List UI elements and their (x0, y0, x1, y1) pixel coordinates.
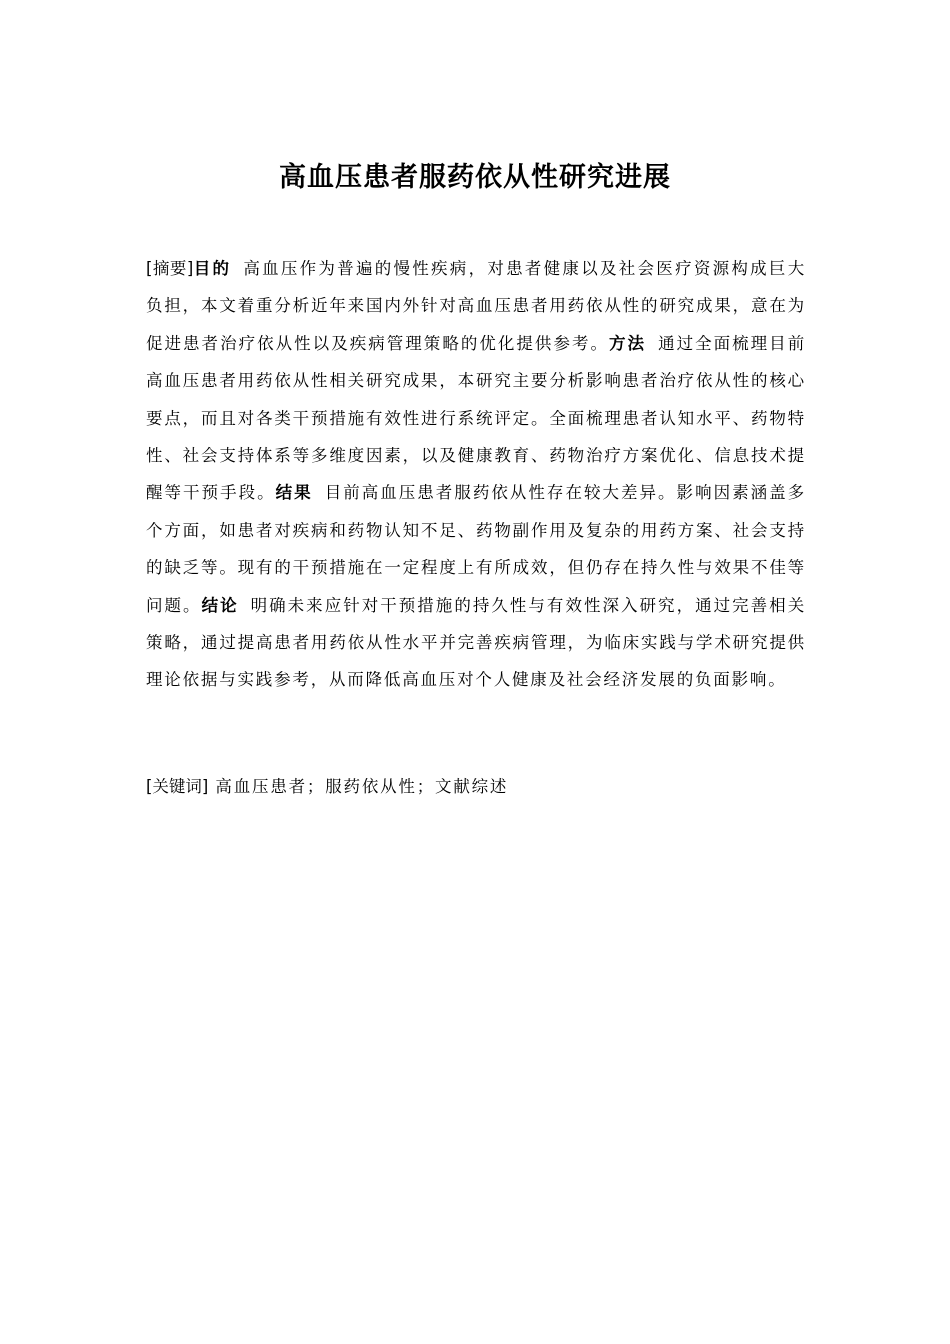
methods-label: 方法 (609, 333, 647, 353)
results-text: 目前高血压患者服药依从性存在较大差异。影响因素涵盖多个方面，如患者对疾病和药物认知不足、药物副作用及复杂的用药方案、社会支持的缺乏等。现有的干预措施在一定程度上有所成效，但仍存在持久性与效果不佳等问题。 (146, 483, 806, 615)
objective-text: 高血压作为普遍的慢性疾病，对患者健康以及社会医疗资源构成巨大负担，本文着重分析近年来国内外针对高血压患者用药依从性的研究成果，意在为促进患者治疗依从性以及疾病管理策略的优化提供参考。 (146, 259, 806, 353)
abstract-tag: [摘要] (146, 259, 194, 278)
conclusion-text: 明确未来应针对干预措施的持久性与有效性深入研究，通过完善相关策略，通过提高患者用药依从性水平并完善疾病管理，为临床实践与学术研究提供理论依据与实践参考，从而降低高血压对个人健康及社会经济发展的负面影响。 (146, 595, 806, 690)
methods-text: 通过全面梳理目前高血压患者用药依从性相关研究成果，本研究主要分析影响患者治疗依从性的核心要点，而且对各类干预措施有效性进行系统评定。全面梳理患者认知水平、药物特性、社会支持体系等多维度因素，以及健康教育、药物治疗方案优化、信息技术提醒等干预手段。 (146, 333, 807, 503)
page-title: 高血压患者服药依从性研究进展 (279, 162, 671, 193)
abstract-paragraph (146, 250, 806, 699)
conclusion-label: 结论 (201, 595, 239, 615)
keywords-line (146, 768, 806, 805)
keywords-text: 高血压患者；服药依从性；文献综述 (215, 777, 509, 796)
results-label: 结果 (275, 483, 313, 503)
objective-label: 目的 (193, 259, 232, 278)
keywords-tag: [关键词] (146, 777, 209, 796)
